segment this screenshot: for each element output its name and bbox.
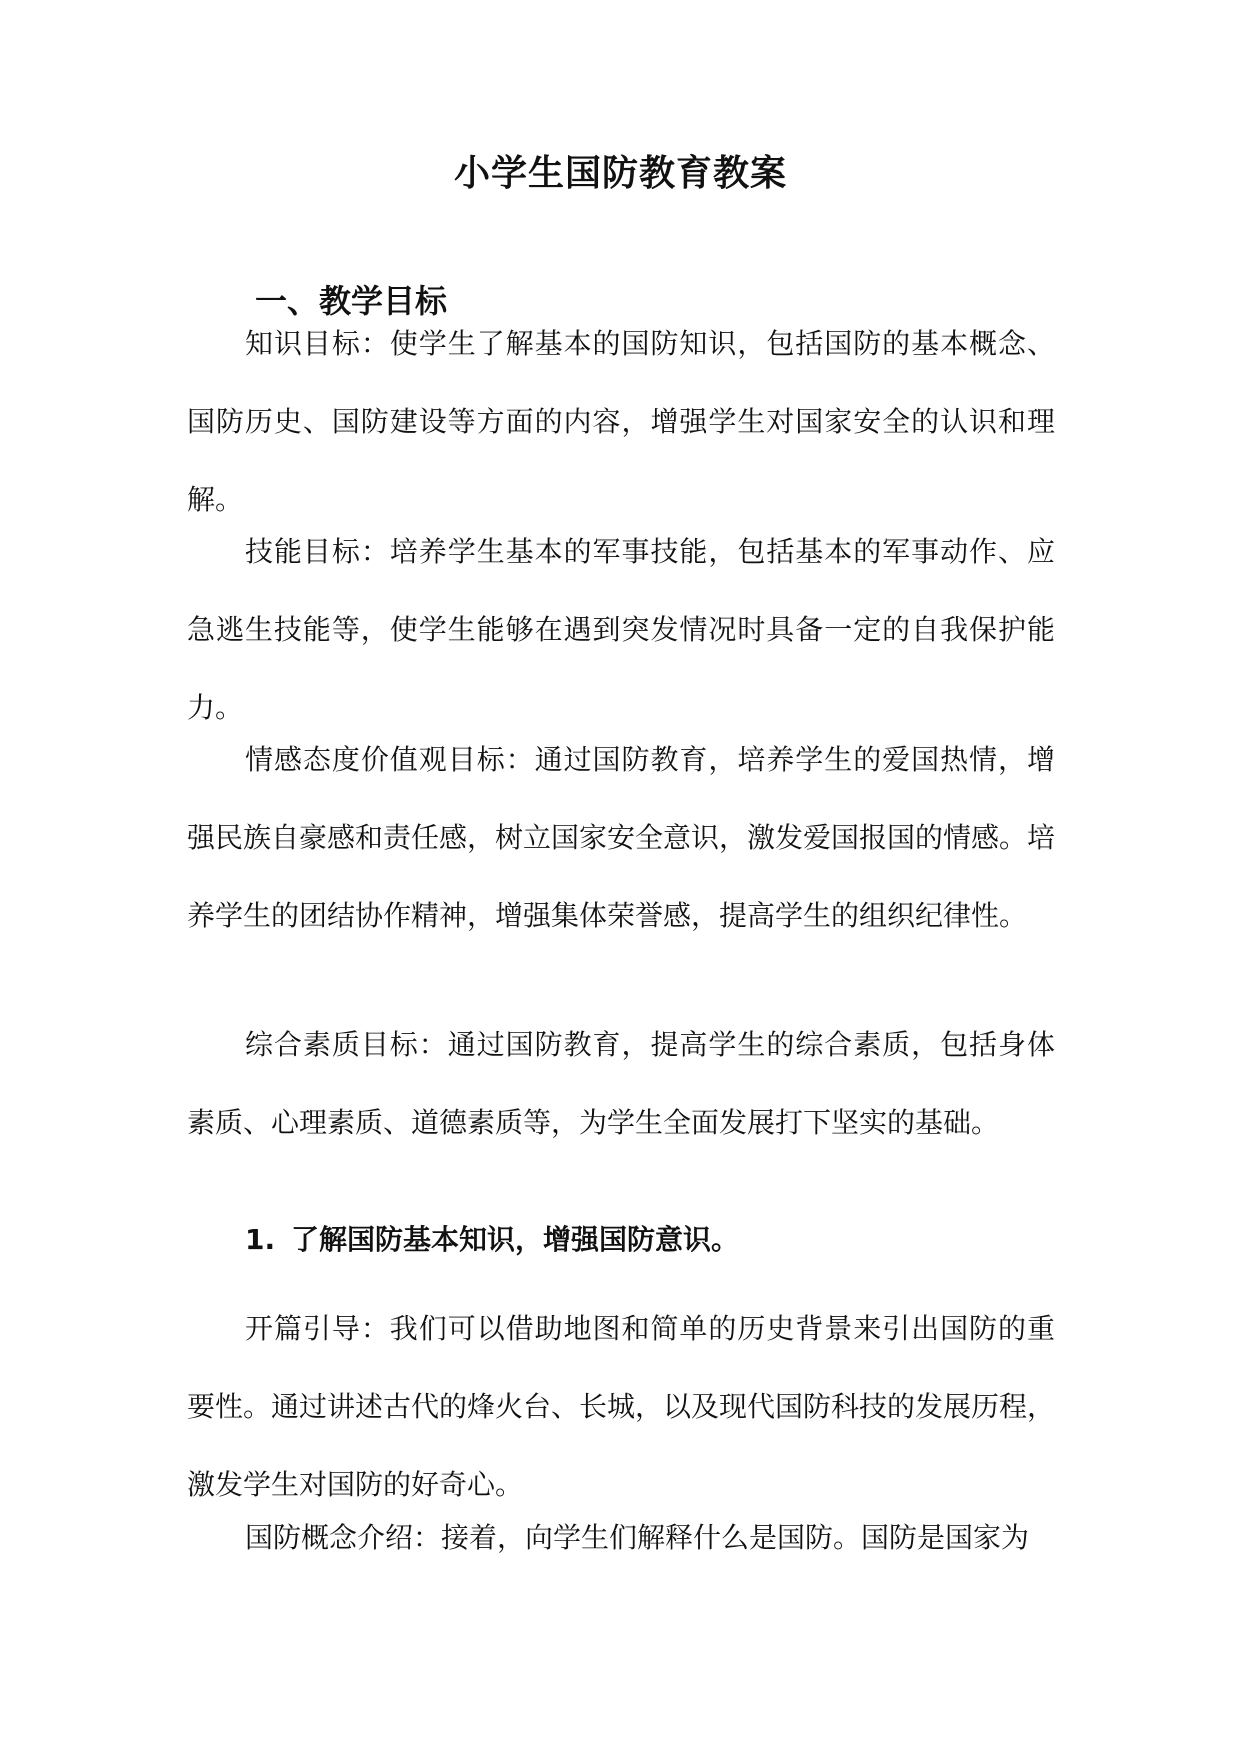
paragraph-opening-guide: 开篇引导：我们可以借助地图和简单的历史背景来引出国防的重要性。通过讲述古代的烽火台、长城，以及现代国防科技的发展历程，激发学生对国防的好奇心。 (187, 1312, 1056, 1501)
subsection-title: 了解国防基本知识，增强国防意识。 (291, 1223, 740, 1256)
paragraph-emotion-goal: 情感态度价值观目标：通过国防教育，培养学生的爱国热情，增强民族自豪感和责任感，树立国家安全意识，激发爱国报国的情感。培养学生的团结协作精神，增强集体荣誉感，提高学生的组织纪律性。 (187, 743, 1056, 932)
paragraph-skill-goal: 技能目标：培养学生基本的军事技能，包括基本的军事动作、应急逃生技能等，使学生能够在遇到突发情况时具备一定的自我保护能力。 (187, 535, 1055, 724)
paragraph-concept-intro: 国防概念介绍：接着，向学生们解释什么是国防。国防是国家为 (245, 1521, 1030, 1554)
paragraph-quality-goal: 综合素质目标：通过国防教育，提高学生的综合素质，包括身体素质、心理素质、道德素质等，为学生全面发展打下坚实的基础。 (187, 1028, 1055, 1139)
document-title: 小学生国防教育教案 (453, 153, 787, 194)
subsection-heading (245, 1217, 739, 1263)
section-heading-teaching-goals: 一、教学目标 (255, 282, 448, 320)
paragraph-knowledge-goal: 知识目标：使学生了解基本的国防知识，包括国防的基本概念、国防历史、国防建设等方面的内容，增强学生对国家安全的认识和理解。 (187, 327, 1055, 516)
subsection-number: 1. (245, 1223, 276, 1256)
